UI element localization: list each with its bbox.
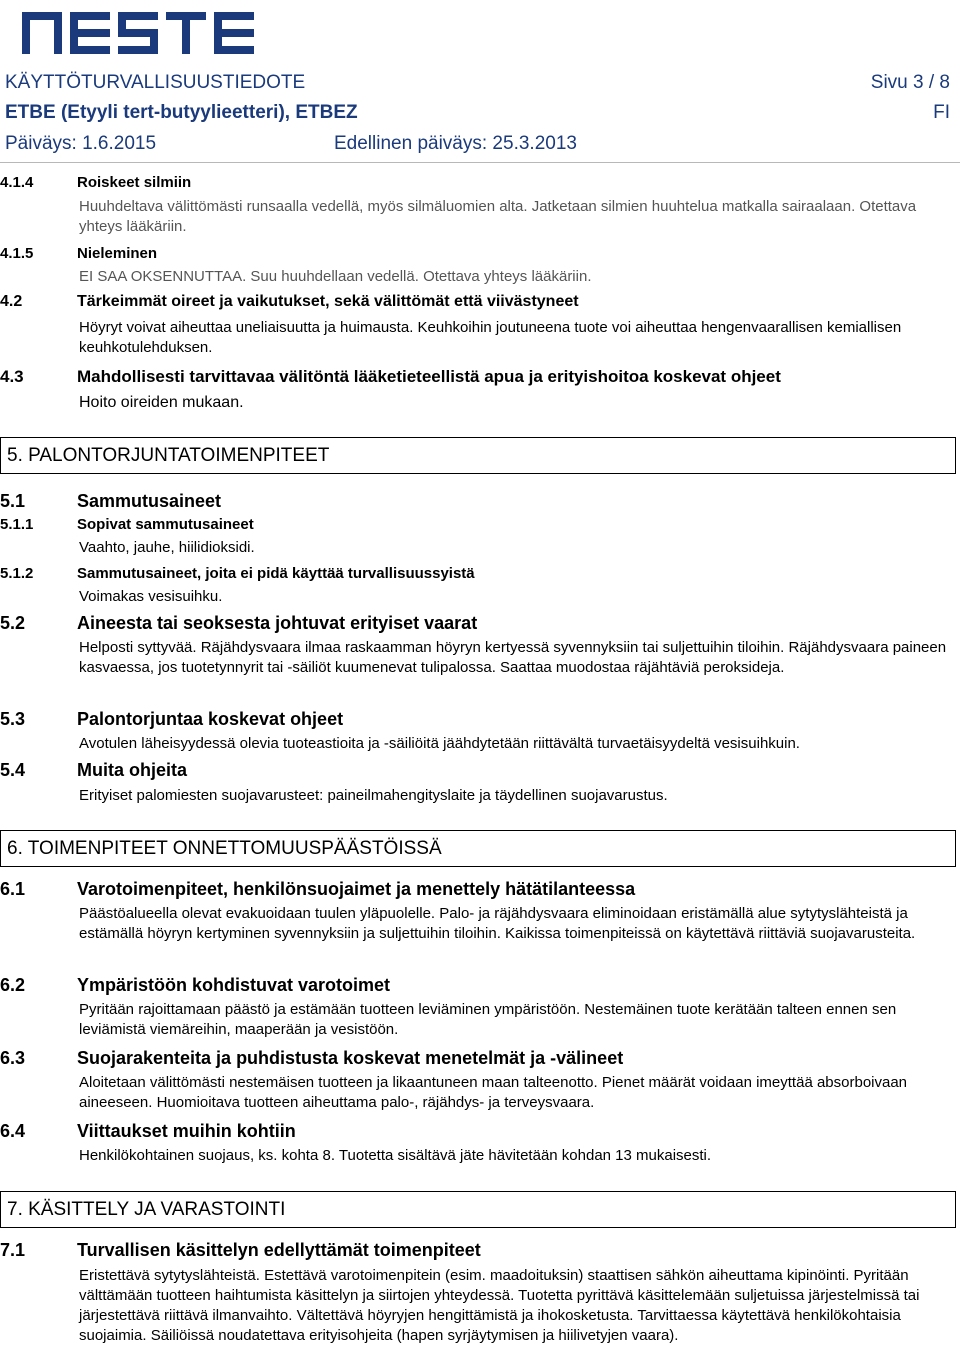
section-number: 4.1.5 — [0, 245, 34, 262]
section-title: Muita ohjeita — [77, 760, 188, 780]
section-4-1-4-text: Huuhdeltava välittömästi runsaalla vedellä, myös silmäluomien alta. Jatketaan silmien huuhtelua matkalla sairaalaan. Otettava yhteys lääkäriin. — [79, 198, 917, 235]
section-5-3-text: Avotulen läheisyydessä olevia tuoteastioita ja -säiliöitä jäähdytetään riittävältä turvaetäisyydeltä vesisuihkuin. — [79, 735, 800, 752]
section-title: Ympäristöön kohdistuvat varotoimet — [77, 975, 391, 995]
section-title: Viittaukset muihin kohtiin — [77, 1121, 296, 1141]
section-title: Varotoimenpiteet, henkilönsuojaimet ja menettely hätätilanteessa — [77, 879, 636, 899]
issue-date: Päiväys: 1.6.2015 — [5, 133, 157, 154]
section-number: 5.2 — [0, 613, 26, 633]
section-5-4-text: Erityiset palomiesten suojavarusteet: paineilmahengityslaite ja täydellinen suojavarustus. — [79, 787, 668, 804]
section-number: 5.1.2 — [0, 565, 34, 582]
section-number: 6.1 — [0, 879, 26, 899]
section-number: 5.4 — [0, 760, 26, 780]
section-number: 5.1.1 — [0, 516, 34, 533]
section-5-banner: 5. PALONTORJUNTATOIMENPITEET — [0, 437, 956, 474]
section-title: Tärkeimmät oireet ja vaikutukset, sekä välittömät että viivästyneet — [77, 293, 579, 310]
language-code: FI — [933, 102, 950, 123]
section-number: 4.3 — [0, 367, 24, 386]
section-title: Turvallisen käsittelyn edellyttämät toimenpiteet — [77, 1240, 481, 1260]
section-4-1-5-text: EI SAA OKSENNUTTAA. Suu huuhdellaan vedellä. Otettava yhteys lääkäriin. — [79, 268, 592, 285]
section-title: Palontorjuntaa koskevat ohjeet — [77, 709, 344, 729]
section-title: Aineesta tai seoksesta johtuvat erityiset vaarat — [77, 613, 478, 633]
section-title: Roiskeet silmiin — [77, 174, 192, 191]
section-number: 6.2 — [0, 975, 26, 995]
section-title: Sammutusaineet — [77, 491, 222, 511]
section-5-1-2-text: Voimakas vesisuihku. — [79, 588, 223, 605]
section-6-1-text: Päästöalueella olevat evakuoidaan tuulen yläpuolelle. Palo- ja räjähdysvaara eliminoidaan eristämällä alue sytytyslähteistä ja estämällä höyryn kertyminen syvennyksiin ja suljettuihin tiloihin. Kaikissa toimenpiteissä on käytettävä riittäviä suojavarusteita. — [79, 905, 916, 942]
doc-type: KÄYTTÖTURVALLISUUSTIEDOTE — [5, 72, 306, 93]
section-title: Suojarakenteita ja puhdistusta koskevat menetelmät ja -välineet — [77, 1048, 624, 1068]
section-6-4-text: Henkilökohtainen suojaus, ks. kohta 8. Tuotetta sisältävä jäte hävitetään kohdan 13 mukaisesti. — [79, 1147, 712, 1164]
section-4-3-text: Hoito oireiden mukaan. — [79, 394, 244, 411]
section-number: 6.3 — [0, 1048, 26, 1068]
section-number: 6.4 — [0, 1121, 26, 1141]
section-number: 4.2 — [0, 293, 23, 310]
header-row-2 — [5, 102, 950, 124]
page-number: Sivu 3 / 8 — [870, 72, 950, 93]
section-title: Mahdollisesti tarvittavaa välitöntä lääketieteellistä apua ja erityishoitoa koskevat ohjeet — [77, 367, 781, 386]
section-title: Nieleminen — [77, 245, 158, 262]
section-5-1-1-text: Vaahto, jauhe, hiilidioksidi. — [79, 539, 255, 556]
section-6-banner: 6. TOIMENPITEET ONNETTOMUUSPÄÄSTÖISSÄ — [0, 830, 956, 867]
section-number: 5.3 — [0, 709, 26, 729]
header-divider — [0, 162, 960, 163]
neste-logo — [22, 12, 254, 54]
header-row-1 — [5, 72, 950, 94]
section-number: 5.1 — [0, 491, 26, 511]
section-7-1-text: Eristettävä sytytyslähteistä. Estettävä varotoimenpitein (esim. maadoituksin) staattisen sähkön aiheuttama kipinöinti. Pyritään välttämään tuotteen haihtumista käsittelyn ja siirtojen yhteydessä. Tuotetta pyrittävä käsittelemään suljetuissa järjestelmissä tai järjestettävä riittävä ilmanvaihto. Vältettävä höyryjen hengittämistä ja ihokosketusta. Tarvittaessa käytettävä henkilökohtaisia suojaimia. Säiliöissä noudatettava erityisohjeita (hapen syrjäytymisen ja hiilivetyjen vaara). — [79, 1267, 920, 1344]
section-number: 7.1 — [0, 1240, 26, 1260]
section-7-banner: 7. KÄSITTELY JA VARASTOINTI — [0, 1191, 956, 1228]
section-4-2-text: Höyryt voivat aiheuttaa uneliaisuutta ja huimausta. Keuhkoihin joutuneena tuote voi aiheuttaa hengenvaarallisen kemiallisen keuhkotulehduksen. — [79, 319, 902, 356]
section-6-3-text: Aloitetaan välittömästi nestemäisen tuotteen ja likaantuneen maan talteenotto. Pienet määrät voidaan imeyttää absorboivaan aineeseen. Huomioitava tuotteen aiheuttama palo-, räjähdys- ja terveysvaara. — [79, 1074, 908, 1111]
section-6-2-text: Pyritään rajoittamaan päästö ja estämään tuotteen leviäminen ympäristöön. Nestemäinen tuote kerätään talteen ennen sen leviämistä viemäreihin, maaperään ja vesistöön. — [79, 1001, 897, 1038]
section-title: Sammutusaineet, joita ei pidä käyttää turvallisuussyistä — [77, 565, 475, 582]
section-number: 4.1.4 — [0, 174, 34, 191]
previous-date: Edellinen päiväys: 25.3.2013 — [334, 133, 577, 154]
section-5-2-text: Helposti syttyvää. Räjähdysvaara ilmaa raskaamman höyryn kertyessä syvennyksiin tai suljettuihin tiloihin. Räjähdysvaara paineen kasvaessa, jos tuotetynnyrit tai -säiliöt kuumenevat tulipalossa. Saattaa muodostaa räjähtäviä peroksideja. — [79, 639, 947, 676]
product-name: ETBE (Etyyli tert-butyylieetteri), ETBEZ — [5, 102, 358, 123]
section-title: Sopivat sammutusaineet — [77, 516, 254, 533]
header-row-3 — [5, 133, 950, 155]
